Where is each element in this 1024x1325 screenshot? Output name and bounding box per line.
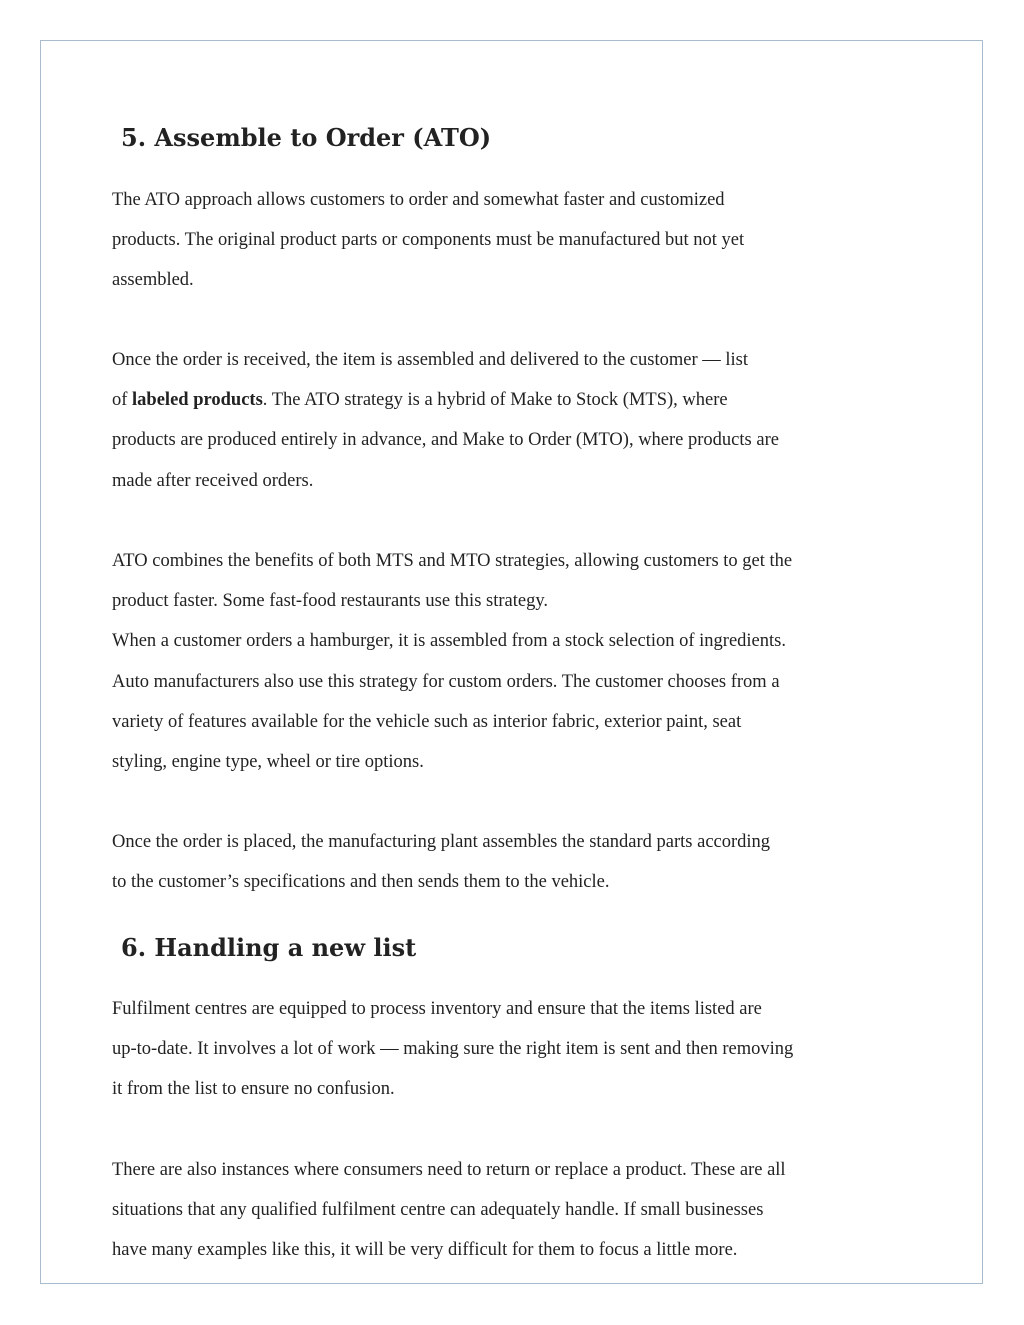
text-line: product faster. Some fast-food restaurants use this strategy. (112, 591, 549, 612)
text-line: products are produced entirely in advance, and Make to Order (MTO), where products are (112, 430, 779, 451)
paragraph (112, 989, 922, 1110)
text-line: The ATO approach allows customers to order and somewhat faster and customized (112, 190, 725, 210)
paragraph (112, 1150, 922, 1271)
text-line (112, 380, 922, 420)
section-heading-new-list: 6. Handling a new list (121, 933, 417, 962)
text-line: assembled. (112, 270, 194, 291)
text-line: Auto manufacturers also use this strategy for custom orders. The customer chooses from a (112, 671, 780, 692)
text-line: Once the order is received, the item is assembled and delivered to the customer — list (112, 350, 748, 370)
text-line: Once the order is placed, the manufacturing plant assembles the standard parts according (112, 832, 771, 852)
paragraph (112, 822, 922, 902)
paragraph (112, 541, 922, 782)
text-line: have many examples like this, it will be very difficult for them to focus a little more. (112, 1240, 738, 1261)
text-fragment: . The ATO strategy is a hybrid of Make to Stock (MTS), where (262, 390, 728, 411)
text-line: When a customer orders a hamburger, it is assembled from a stock selection of ingredients. (112, 631, 786, 652)
text-line: There are also instances where consumers need to return or replace a product. These are all (112, 1160, 786, 1180)
text-line: products. The original product parts or components must be manufactured but not yet (112, 230, 745, 251)
text-line: it from the list to ensure no confusion. (112, 1079, 395, 1100)
text-line: styling, engine type, wheel or tire options. (112, 751, 424, 772)
paragraph (112, 180, 922, 301)
text-line: variety of features available for the vehicle such as interior fabric, exterior paint, seat (112, 711, 742, 732)
section-heading-ato: 5. Assemble to Order (ATO) (121, 123, 492, 152)
text-line: Fulfilment centres are equipped to process inventory and ensure that the items listed are (112, 999, 762, 1019)
text-line: ATO combines the benefits of both MTS and MTO strategies, allowing customers to get the (112, 551, 793, 571)
text-fragment: of (112, 390, 133, 411)
text-line: up-to-date. It involves a lot of work — making sure the right item is sent and then removing (112, 1039, 794, 1060)
text-line: made after received orders. (112, 470, 314, 491)
paragraph (112, 340, 922, 501)
text-line: situations that any qualified fulfilment centre can adequately handle. If small businesses (112, 1200, 764, 1221)
bold-term: labeled products (132, 390, 263, 411)
text-line: to the customer’s specifications and then sends them to the vehicle. (112, 872, 610, 893)
